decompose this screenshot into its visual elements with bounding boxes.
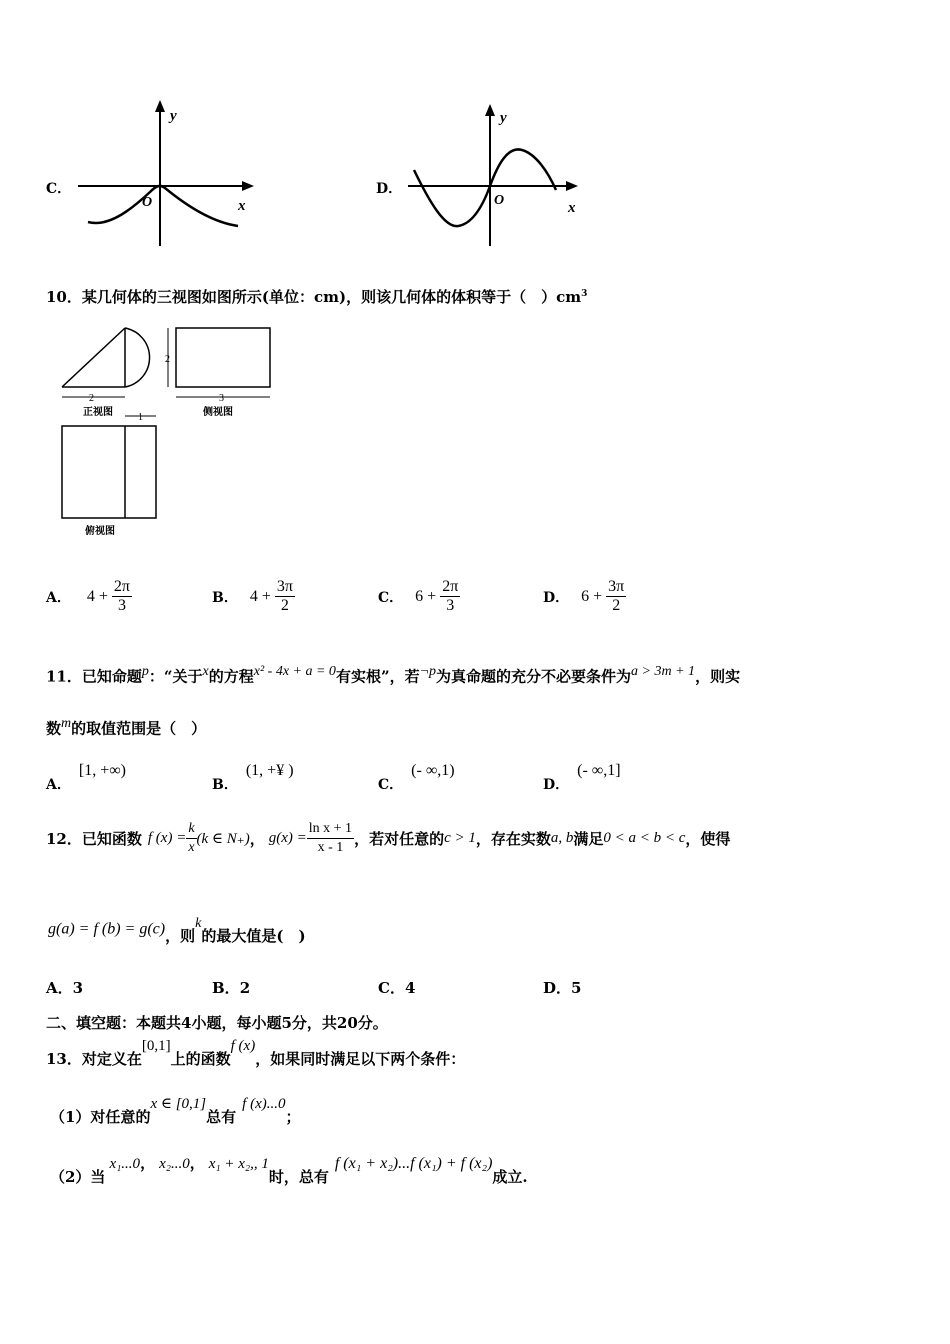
q12-question-line2: g(a) = f (b) = g(c)，则$^k$的最大值是( ) [48, 916, 306, 946]
q10-option-b[interactable]: B． 4 + $\frac{3\pi}{2}$ [212, 578, 293, 614]
q12-question: 12．已知函数 f (x) = $\frac{k}{x}$ (k ∈ N₊) ， g(x) = $\frac{\text{ln x + 1}}{x - 1}$ ，若对任意的 c > 1 ，存在实数 a, b 满足 0 < a < b < c ，使得 [46, 821, 731, 855]
front-caption: 正视图 [83, 407, 113, 418]
top-dim-1: 1 [138, 412, 143, 423]
q12-option-d[interactable]: D．5 [543, 979, 582, 997]
graph-c [70, 98, 260, 248]
graph-c-x-label: x [238, 198, 246, 214]
side-dim-2: 2 [165, 354, 170, 365]
side-view-rect [176, 328, 270, 387]
q10-option-a[interactable]: A． 4 + $\frac{2\pi}{3}$ [46, 578, 130, 614]
side-dim-3: 3 [219, 393, 224, 404]
graph-d [400, 98, 590, 248]
graph-c-x-arrow [242, 181, 254, 191]
q12-option-c[interactable]: C．4 [378, 979, 416, 997]
graph-d-y-label: y [500, 110, 507, 126]
q12-option-a[interactable]: A．3 [46, 979, 84, 997]
graph-c-origin: O [142, 195, 153, 210]
top-caption: 俯视图 [85, 526, 115, 537]
q11-option-a[interactable]: A．[1, +∞) [46, 762, 126, 793]
q11-question-line2: 数$^m$的取值范围是（ ） [46, 716, 207, 738]
q11-option-d[interactable]: D．(- ∞,1] [543, 762, 621, 793]
option-c-label: C． [46, 181, 72, 197]
q10-number: 10． [46, 288, 82, 306]
graph-c-curve [88, 186, 238, 226]
graph-d-y-arrow [485, 104, 495, 116]
q11-option-c[interactable]: C．(- ∞,1) [378, 762, 455, 793]
q10-question [46, 286, 587, 307]
section-2-heading: 二、填空题：本题共4小题，每小题5分，共20分。 [46, 1014, 388, 1032]
q10-text: 某几何体的三视图如图所示(单位：cm)，则该几何体的体积等于（ ）cm [81, 288, 582, 306]
q13-condition-1: （1）对任意的x ∈ [0,1]总有f (x)...0； [50, 1096, 301, 1126]
graph-c-y-label: y [170, 108, 177, 124]
side-caption: 侧视图 [203, 407, 233, 418]
graph-d-origin: O [494, 193, 505, 208]
option-d-label: D． [376, 181, 403, 197]
three-view-figure [55, 320, 285, 545]
q13-condition-2: （2）当x₁...0， x₂...0， x₁ + x₂,, 1时，总有f (x₁ + x₂)...f (x₁) + f (x₂)成立. [50, 1154, 528, 1186]
graph-d-x-label: x [568, 200, 576, 216]
q11-option-b[interactable]: B．(1, +¥ ) [212, 762, 294, 793]
q11-question: 11．已知命题$^p$：“关于$^x$的方程$^{x^2 - 4x + a = 0}$有实根”，若$^{\neg p}$为真命题的充分不必要条件为$^{a > 3m + 1}$，则实 [46, 664, 741, 686]
front-view-semicircle [125, 328, 150, 387]
q13-question: 13．对定义在[0,1]上的函数f (x)，如果同时满足以下两个条件： [46, 1038, 466, 1068]
graph-d-curve [414, 149, 556, 226]
q12-option-b[interactable]: B．2 [212, 979, 251, 997]
front-dim-2: 2 [89, 393, 94, 404]
q10-option-c[interactable]: C． 6 + $\frac{2\pi}{3}$ [378, 578, 459, 614]
front-view-hypotenuse [62, 328, 125, 387]
graph-d-x-arrow [566, 181, 578, 191]
q10-option-d[interactable]: D． 6 + $\frac{3\pi}{2}$ [543, 578, 625, 614]
graph-c-y-arrow [155, 100, 165, 112]
top-view-rect [62, 426, 156, 518]
q10-unit-exp: 3 [581, 289, 588, 299]
